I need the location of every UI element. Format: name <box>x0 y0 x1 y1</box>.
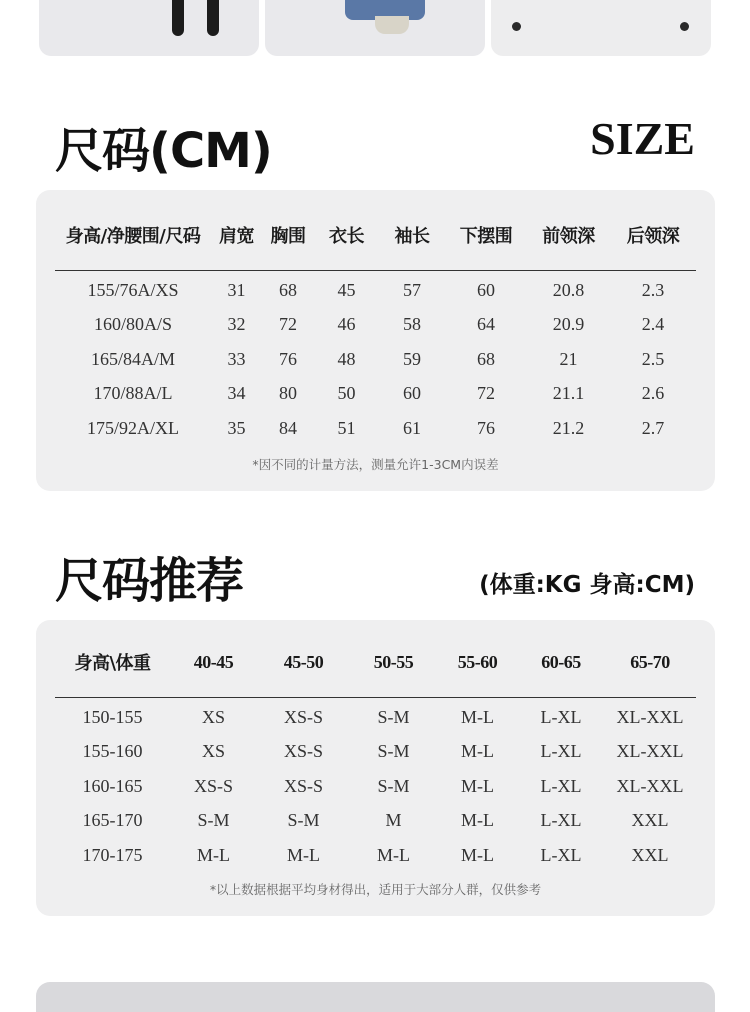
button-dot-right <box>680 22 689 31</box>
col-header: 袖长 <box>379 200 445 271</box>
size-title: 尺码(CM) <box>55 123 272 179</box>
col-header: 60-65 <box>518 627 604 698</box>
table-cell: 61 <box>403 417 421 438</box>
table-cell: XS-S <box>283 706 323 727</box>
table-cell: 59 <box>403 348 421 369</box>
table-cell: 84 <box>279 417 297 438</box>
size-label: SIZE <box>590 113 695 164</box>
table-cell: S-M <box>377 706 410 727</box>
table-cell: 58 <box>403 314 421 335</box>
col-header: 50-55 <box>350 627 437 698</box>
table-cell: L-XL <box>540 706 582 727</box>
table-cell: 165/84A/M <box>90 348 175 369</box>
next-section-image <box>36 982 715 1012</box>
table-cell: 2.7 <box>641 417 665 438</box>
table-cell: 60 <box>403 383 421 404</box>
table-row <box>55 271 696 308</box>
table-cell: XL-XXL <box>616 775 684 796</box>
table-cell: 2.4 <box>641 314 665 335</box>
table-cell: 76 <box>477 417 495 438</box>
col-header: 肩宽 <box>211 200 262 271</box>
table-cell: L-XL <box>540 775 582 796</box>
table-cell: 72 <box>279 314 297 335</box>
table-cell: M-L <box>377 844 410 865</box>
table-cell: 31 <box>227 279 246 300</box>
table-cell: 2.5 <box>641 348 665 369</box>
table-row <box>55 698 696 735</box>
table-cell: 21 <box>559 348 578 369</box>
table-cell: M-L <box>197 844 230 865</box>
table-cell: 21.2 <box>552 417 585 438</box>
col-header: 后领深 <box>610 200 696 271</box>
size-note: *因不同的计量方法，测量允许1-3CM内误差 <box>252 457 499 472</box>
table-cell: 155-160 <box>82 741 143 762</box>
table-cell: 50 <box>337 383 356 404</box>
table-cell: L-XL <box>540 810 582 831</box>
table-cell: XS-S <box>283 775 323 796</box>
table-cell: L-XL <box>540 844 582 865</box>
table-cell: 48 <box>337 348 356 369</box>
table-cell: S-M <box>287 810 320 831</box>
table-cell: S-M <box>197 810 230 831</box>
table-cell: 76 <box>279 348 297 369</box>
shoe-left <box>172 0 184 36</box>
button-dot-left <box>512 22 521 31</box>
table-cell: M-L <box>461 706 494 727</box>
table-cell: 165-170 <box>82 810 143 831</box>
table-row <box>55 735 696 770</box>
table-cell: 68 <box>279 279 297 300</box>
recommend-title: 尺码推荐 <box>55 553 244 609</box>
table-row <box>55 377 696 412</box>
product-photo-2 <box>265 0 485 56</box>
table-cell: 51 <box>337 417 356 438</box>
table-row <box>55 342 696 377</box>
col-header: 40-45 <box>170 627 257 698</box>
table-cell: XS-S <box>283 741 323 762</box>
col-header: 身高\体重 <box>55 627 170 698</box>
table-cell: M-L <box>461 775 494 796</box>
table-cell: 35 <box>227 417 246 438</box>
table-cell: XL-XXL <box>616 741 684 762</box>
table-cell: 170/88A/L <box>93 383 173 404</box>
product-photo-3 <box>491 0 711 56</box>
table-cell: 64 <box>477 314 495 335</box>
table-cell: XS <box>201 706 225 727</box>
size-chart-card <box>36 190 715 491</box>
table-cell: 60 <box>477 279 495 300</box>
table-cell: 160-165 <box>82 775 143 796</box>
table-cell: 45 <box>337 279 356 300</box>
table-cell: XS <box>201 741 225 762</box>
table-cell: S-M <box>377 741 410 762</box>
col-header: 前领深 <box>527 200 610 271</box>
table-cell: S-M <box>377 775 410 796</box>
table-cell: 2.3 <box>641 279 665 300</box>
table-cell: 150-155 <box>82 706 143 727</box>
table-cell: XL-XXL <box>616 706 684 727</box>
table-cell: XS-S <box>193 775 233 796</box>
table-row <box>55 838 696 873</box>
col-header: 55-60 <box>437 627 518 698</box>
table-cell: 33 <box>227 348 246 369</box>
table-cell: M-L <box>461 844 494 865</box>
table-row <box>55 769 696 804</box>
shoe-right <box>207 0 219 36</box>
col-header: 胸围 <box>262 200 314 271</box>
recommend-table-header <box>55 627 696 698</box>
table-cell: 72 <box>477 383 495 404</box>
table-cell: XXL <box>631 810 669 831</box>
table-cell: 170-175 <box>82 844 143 865</box>
recommend-label: (体重:KG 身高:CM) <box>479 572 695 598</box>
table-cell: XXL <box>631 844 669 865</box>
table-cell: M <box>385 810 402 831</box>
recommend-note: *以上数据根据平均身材得出，适用于大部分人群，仅供参考 <box>209 882 542 897</box>
col-header: 下摆围 <box>445 200 527 271</box>
table-cell: L-XL <box>540 741 582 762</box>
table-row <box>55 411 696 446</box>
table-cell: 2.6 <box>641 383 665 404</box>
table-cell: 160/80A/S <box>93 314 172 335</box>
table-cell: 21.1 <box>552 383 585 404</box>
table-cell: 80 <box>279 383 297 404</box>
size-table <box>55 200 696 446</box>
shoe <box>375 16 409 34</box>
col-header: 45-50 <box>257 627 350 698</box>
table-row <box>55 308 696 343</box>
col-header: 身高/净腰围/尺码 <box>55 200 211 271</box>
table-cell: 32 <box>227 314 246 335</box>
table-cell: 68 <box>477 348 495 369</box>
table-cell: 57 <box>403 279 421 300</box>
recommend-chart-card <box>36 620 715 916</box>
size-table-header <box>55 200 696 271</box>
col-header: 65-70 <box>604 627 696 698</box>
table-cell: 20.9 <box>552 314 585 335</box>
table-cell: 46 <box>337 314 356 335</box>
table-cell: 34 <box>227 383 246 404</box>
table-cell: M-L <box>461 741 494 762</box>
table-cell: 175/92A/XL <box>87 417 179 438</box>
product-photo-1 <box>39 0 259 56</box>
recommend-table <box>55 627 696 873</box>
table-cell: 155/76A/XS <box>87 279 179 300</box>
table-row <box>55 804 696 839</box>
table-cell: M-L <box>461 810 494 831</box>
table-cell: 20.8 <box>552 279 585 300</box>
col-header: 衣长 <box>314 200 379 271</box>
table-cell: M-L <box>287 844 320 865</box>
